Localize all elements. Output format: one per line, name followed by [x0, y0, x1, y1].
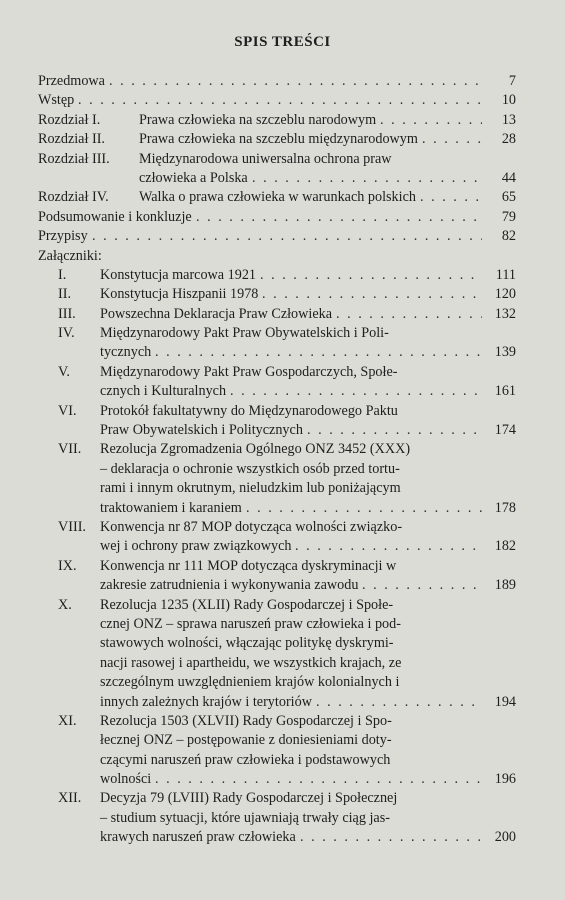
toc-entry-annex-leader: [260, 266, 482, 285]
toc-entry-annex-text: łecznej ONZ – postępowanie z doniesieniami doty-: [100, 732, 392, 749]
toc-entry-annex[interactable]: [38, 421, 516, 440]
toc-entry-annex-text: cznej ONZ – sprawa naruszeń praw człowieka i pod-: [100, 615, 401, 632]
toc-entry-annex[interactable]: [38, 382, 516, 401]
toc-entry-annex[interactable]: [38, 751, 516, 770]
toc-entry-annex[interactable]: [38, 537, 516, 556]
toc-entry-chapter-leader: [420, 188, 482, 207]
toc-entry-chapter-number: Rozdział III.: [38, 150, 110, 167]
toc-entry-chapter-text: człowieka a Polska: [139, 169, 248, 186]
toc-entry-annex-page: 132: [494, 305, 516, 322]
toc-entry-annex[interactable]: [38, 305, 516, 324]
toc-entry-chapter-number: Rozdział II.: [38, 131, 105, 148]
toc-entry-chapter[interactable]: [38, 188, 516, 207]
toc-entry-annex[interactable]: [38, 673, 516, 692]
toc-entry-annex[interactable]: [38, 731, 516, 750]
toc-entry-front-leader: [78, 91, 482, 110]
toc-entry-annex-text: wolności: [100, 771, 152, 788]
toc-entry-annex-page: 111: [495, 266, 516, 283]
toc-entry-annex-number: IV.: [58, 325, 75, 342]
toc-entry-annex-leader: [246, 499, 482, 518]
toc-entry-back-page: 79: [501, 208, 516, 225]
toc-entry-annex-number: V.: [58, 363, 70, 380]
toc-entry-annex-text: rami i innym okrutnym, nieludzkim lub poniżającym: [100, 480, 401, 497]
toc-entry-annex-text: Rezolucja 1235 (XLII) Rady Gospodarczej i Społe-: [100, 596, 394, 613]
toc-entry-annex-text: innych zależnych krajów i terytoriów: [100, 693, 312, 710]
toc-entry-annex-number: X.: [58, 596, 72, 613]
toc-entry-back-leader: [196, 208, 482, 227]
toc-entry-annex[interactable]: [38, 518, 516, 537]
toc-entry-annex-page: 139: [494, 344, 516, 361]
page-title: SPIS TREŚCI: [234, 34, 331, 50]
toc-entry-front-leader: [109, 72, 482, 91]
toc-entry-annex[interactable]: [38, 693, 516, 712]
toc-entry-annex[interactable]: [38, 363, 516, 382]
toc-entry-annex-number: VI.: [58, 402, 77, 419]
toc-entry-annex-text: Konwencja nr 87 MOP dotycząca wolności związko-: [100, 518, 403, 535]
toc-entry-annex-leader: [155, 770, 482, 789]
toc-entry-annex-number: I.: [58, 266, 67, 283]
toc-entry-annex-page: 182: [494, 538, 516, 555]
toc-entry-annex-page: 161: [494, 383, 516, 400]
toc-entry-annex-page: 174: [494, 422, 516, 439]
toc-entry-chapter[interactable]: [38, 169, 516, 188]
annex-heading[interactable]: [38, 247, 516, 266]
toc-entry-annex-text: cznych i Kulturalnych: [100, 383, 227, 400]
toc-entry-annex[interactable]: [38, 634, 516, 653]
toc-entry-annex[interactable]: [38, 596, 516, 615]
toc-entry-annex-text: Konwencja nr 111 MOP dotycząca dyskryminacji w: [100, 557, 397, 574]
toc-entry-annex-page: 200: [494, 829, 516, 846]
toc-entry-back[interactable]: [38, 208, 516, 227]
toc-entry-annex-text: krawych naruszeń praw człowieka: [100, 829, 296, 846]
toc-entry-annex-number: II.: [58, 286, 71, 303]
toc-entry-annex-text: stawowych wolności, włączając politykę dyskrymi-: [100, 635, 394, 652]
toc-entry-annex-text: Rezolucja Zgromadzenia Ogólnego ONZ 3452 (XXX): [100, 441, 411, 458]
toc-entry-annex-leader: [316, 693, 482, 712]
toc-entry-annex-text: Praw Obywatelskich i Politycznych: [100, 422, 303, 439]
toc-entry-annex-text: nacji rasowej i apartheidu, we wszystkich krajach, ze: [100, 654, 402, 671]
toc-entry-chapter[interactable]: [38, 111, 516, 130]
toc-entry-chapter-leader: [422, 130, 482, 149]
toc-entry-annex[interactable]: [38, 654, 516, 673]
toc-entry-annex-leader: [307, 421, 482, 440]
toc-entry-annex-text: Międzynarodowy Pakt Praw Obywatelskich i Poli-: [100, 325, 389, 342]
toc-entry-annex-text: – studium sytuacji, które ujawniają trwały ciąg jas-: [100, 809, 390, 826]
toc-entry-annex[interactable]: [38, 285, 516, 304]
toc-entry-front[interactable]: [38, 91, 516, 110]
toc-entry-back-leader: [92, 227, 482, 246]
toc-entry-annex-leader: [336, 305, 482, 324]
toc-entry-chapter-text: Prawa człowieka na szczeblu narodowym: [139, 111, 377, 128]
toc-entry-front-page: 10: [501, 92, 516, 109]
table-of-contents: [38, 72, 516, 848]
toc-entry-annex-leader: [300, 828, 482, 847]
toc-entry-annex[interactable]: [38, 770, 516, 789]
toc-entry-annex-page: 120: [494, 286, 516, 303]
toc-entry-annex[interactable]: [38, 712, 516, 731]
toc-entry-annex-text: czącymi naruszeń praw człowieka i podstawowych: [100, 751, 391, 768]
toc-entry-annex[interactable]: [38, 324, 516, 343]
toc-entry-annex-number: XI.: [58, 712, 77, 729]
toc-entry-back-text: Przypisy: [38, 228, 88, 245]
toc-entry-annex-page: 178: [494, 499, 516, 516]
toc-entry-annex-number: IX.: [58, 557, 77, 574]
toc-entry-annex[interactable]: [38, 789, 516, 808]
toc-entry-annex[interactable]: [38, 809, 516, 828]
toc-entry-back[interactable]: [38, 227, 516, 246]
toc-entry-annex-text: Konstytucja marcowa 1921: [100, 266, 257, 283]
toc-entry-chapter-number: Rozdział IV.: [38, 189, 109, 206]
annex-heading-text: Załączniki:: [38, 247, 102, 264]
toc-entry-front-page: 7: [508, 73, 516, 89]
toc-entry-annex-leader: [155, 343, 482, 362]
toc-entry-back-page: 82: [501, 228, 516, 245]
toc-entry-annex-text: Decyzja 79 (LVIII) Rady Gospodarczej i Społecznej: [100, 790, 398, 807]
toc-entry-annex[interactable]: [38, 343, 516, 362]
toc-entry-annex-leader: [230, 382, 482, 401]
toc-entry-annex-page: 194: [494, 693, 516, 710]
toc-entry-chapter-number: Rozdział I.: [38, 111, 101, 128]
toc-entry-annex[interactable]: [38, 440, 516, 459]
toc-entry-annex[interactable]: [38, 828, 516, 847]
toc-entry-chapter-page: 44: [501, 169, 516, 186]
toc-entry-chapter[interactable]: [38, 130, 516, 149]
toc-entry-annex-leader: [362, 576, 482, 595]
toc-entry-chapter-text: Prawa człowieka na szczeblu międzynarodowym: [139, 131, 418, 148]
toc-entry-annex-page: 189: [494, 577, 516, 594]
toc-entry-annex-text: zakresie zatrudnienia i wykonywania zawodu: [100, 577, 359, 594]
toc-entry-annex-text: traktowaniem i karaniem: [100, 499, 242, 516]
toc-entry-annex-text: – deklaracja o ochronie wszystkich osób przed tortu-: [100, 460, 400, 477]
toc-entry-annex[interactable]: [38, 557, 516, 576]
toc-entry-annex[interactable]: [38, 499, 516, 518]
toc-entry-annex-text: wej i ochrony praw związkowych: [100, 538, 292, 555]
toc-entry-annex[interactable]: [38, 402, 516, 421]
toc-entry-annex-number: VIII.: [58, 518, 86, 535]
toc-entry-annex[interactable]: [38, 576, 516, 595]
toc-entry-annex[interactable]: [38, 266, 516, 285]
toc-entry-chapter-text: Walka o prawa człowieka w warunkach polskich: [139, 189, 416, 206]
toc-entry-annex-number: XII.: [58, 790, 82, 807]
toc-entry-annex-number: III.: [58, 305, 76, 322]
toc-entry-annex[interactable]: [38, 615, 516, 634]
toc-entry-chapter-page: 13: [501, 111, 516, 128]
toc-entry-annex[interactable]: [38, 479, 516, 498]
toc-entry-annex-leader: [262, 285, 482, 304]
toc-entry-annex-text: Rezolucja 1503 (XLVII) Rady Gospodarczej i Spo-: [100, 712, 392, 729]
toc-entry-annex-text: Międzynarodowy Pakt Praw Gospodarczych, Społe-: [100, 363, 398, 380]
toc-entry-annex[interactable]: [38, 460, 516, 479]
toc-entry-chapter-page: 28: [501, 131, 516, 148]
toc-entry-front-text: Wstęp: [38, 92, 75, 109]
toc-entry-back-text: Podsumowanie i konkluzje: [38, 208, 192, 225]
toc-entry-annex-page: 196: [494, 771, 516, 788]
toc-entry-annex-text: Powszechna Deklaracja Praw Człowieka: [100, 305, 333, 322]
toc-entry-chapter-page: 65: [501, 189, 516, 206]
toc-entry-chapter-text: Międzynarodowa uniwersalna ochrona praw: [139, 150, 392, 167]
toc-entry-chapter-leader: [380, 111, 482, 130]
toc-entry-front[interactable]: [38, 72, 516, 91]
toc-entry-chapter[interactable]: [38, 150, 516, 169]
toc-entry-annex-text: tycznych: [100, 344, 152, 361]
toc-entry-front-text: Przedmowa: [38, 73, 105, 89]
toc-entry-chapter-leader: [252, 169, 482, 188]
toc-entry-annex-text: Konstytucja Hiszpanii 1978: [100, 286, 259, 303]
toc-entry-annex-text: szczególnym uwzględnieniem krajów kolonialnych i: [100, 674, 400, 691]
toc-entry-annex-text: Protokół fakultatywny do Międzynarodowego Paktu: [100, 402, 398, 419]
toc-entry-annex-number: VII.: [58, 441, 82, 458]
toc-entry-annex-leader: [295, 537, 482, 556]
